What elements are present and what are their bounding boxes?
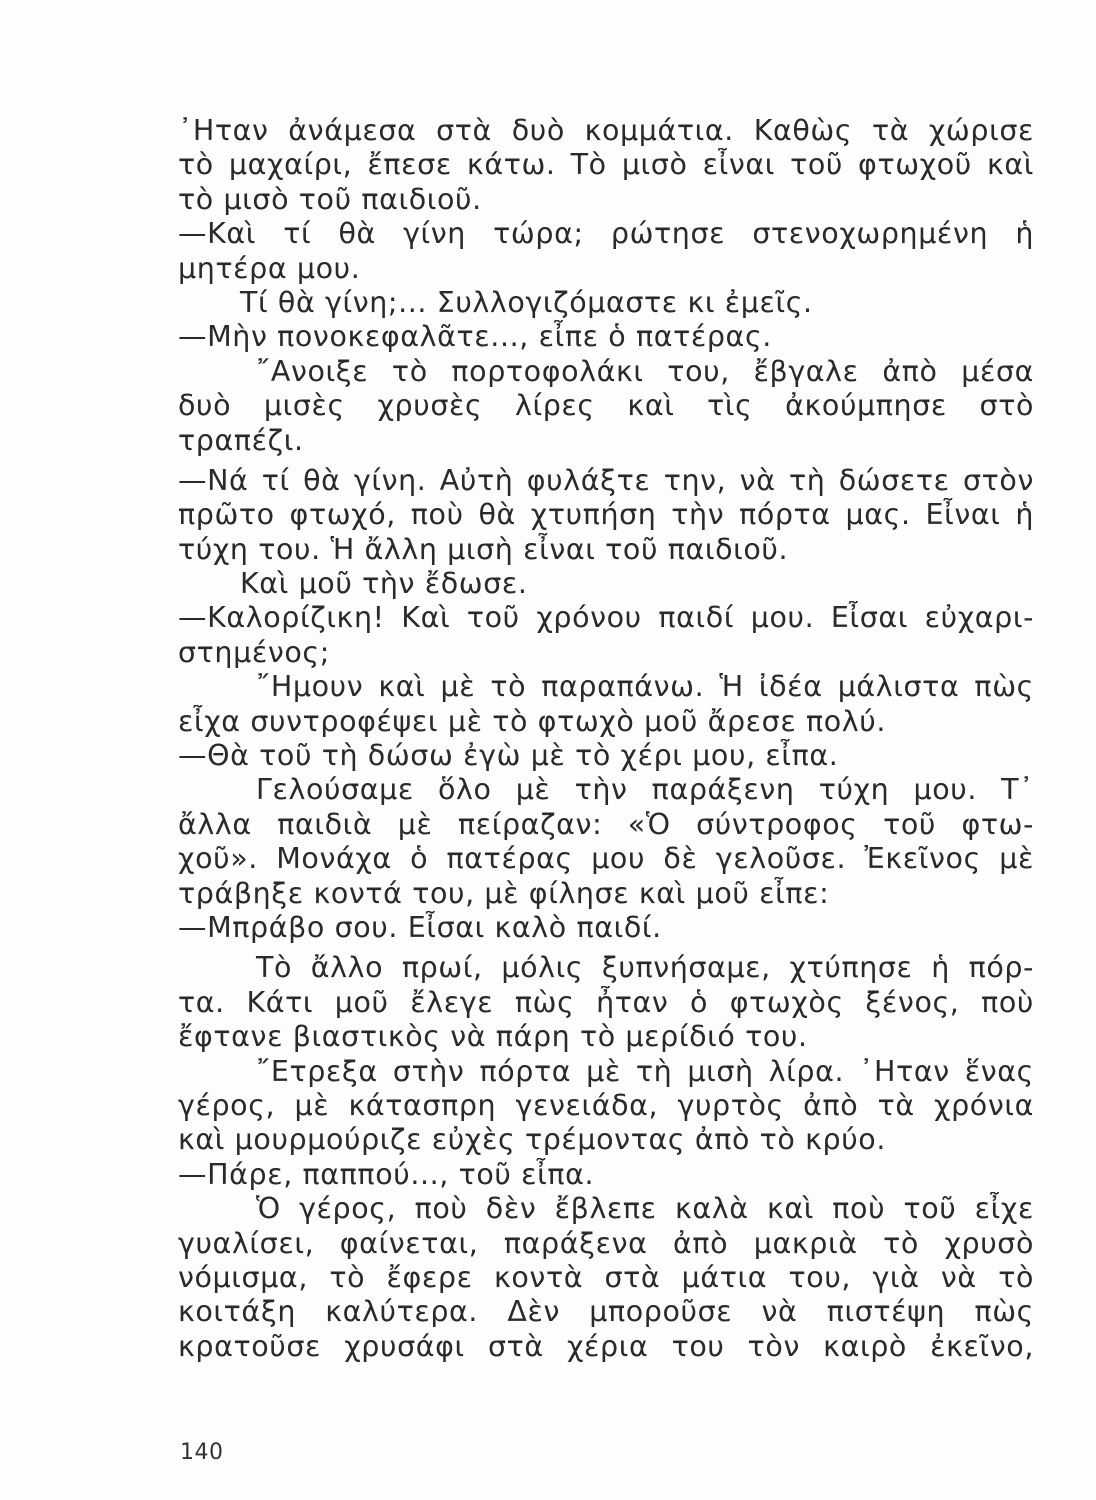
- body-text: [178, 114, 1034, 1364]
- text-line: χοῦ». Μονάχα ὁ πατέρας μου δὲ γελοῦσε. Ἐκεῖνος μὲ: [178, 842, 1034, 876]
- text-line: στημένος;: [178, 635, 330, 669]
- text-line: —Καὶ τί θὰ γίνη τώρα; ρώτησε στενοχωρημένη ἡ: [178, 217, 1034, 251]
- text-line: τα. Κάτι μοῦ ἔλεγε πὼς ἦταν ὁ φτωχὸς ξένος, ποὺ: [178, 985, 1034, 1019]
- text-line: τραπέζι.: [178, 423, 304, 457]
- text-line: ῎Ετρεξα στὴν πόρτα μὲ τὴ μισὴ λίρα. ᾿Ηταν ἕνας: [256, 1054, 1034, 1088]
- text-line: ᾿Ηταν ἀνάμεσα στὰ δυὸ κομμάτια. Καθὼς τὰ χώρισε: [178, 114, 1034, 147]
- text-line: καὶ μουρμούριζε εὐχὲς τρέμοντας ἀπὸ τὸ κρύο.: [178, 1123, 886, 1157]
- text-line: δυὸ μισὲς χρυσὲς λίρες καὶ τὶς ἀκούμπησε στὸ: [178, 389, 1034, 423]
- text-line: νόμισμα, τὸ ἔφερε κοντὰ στὰ μάτια του, γιὰ νὰ τὸ: [178, 1260, 1034, 1294]
- text-line: γέρος, μὲ κάτασπρη γενειάδα, γυρτὸς ἀπὸ τὰ χρόνια: [178, 1088, 1034, 1122]
- text-line: κρατοῦσε χρυσάφι στὰ χέρια του τὸν καιρὸ ἐκεῖνο,: [178, 1329, 1034, 1363]
- text-line: Τὸ ἄλλο πρωί, μόλις ξυπνήσαμε, χτύπησε ἡ πόρ-: [256, 951, 1034, 985]
- text-line: —Μὴν πονοκεφαλᾶτε..., εἶπε ὁ πατέρας.: [178, 320, 772, 354]
- text-line: ἔφτανε βιαστικὸς νὰ πάρη τὸ μερίδιό του.: [178, 1020, 808, 1054]
- text-line: —Θὰ τοῦ τὴ δώσω ἐγὼ μὲ τὸ χέρι μου, εἶπα.: [178, 739, 839, 773]
- text-line: τύχη του. Ἡ ἄλλη μισὴ εἶναι τοῦ παιδιοῦ.: [178, 532, 789, 566]
- text-line: ἄλλα παιδιὰ μὲ πείραζαν: «Ὁ σύντροφος τοῦ φτω-: [178, 807, 1034, 841]
- page-number: 140: [180, 1440, 224, 1465]
- text-line: Τί θὰ γίνη;... Συλλογιζόμαστε κι ἐμεῖς.: [240, 285, 813, 319]
- text-line: —Νά τί θὰ γίνη. Αὐτὴ φυλάξτε την, νὰ τὴ δώσετε στὸν: [178, 463, 1034, 497]
- text-line: ῎Ημουν καὶ μὲ τὸ παραπάνω. Ἡ ἰδέα μάλιστα πὼς: [256, 670, 1034, 704]
- text-line: —Πάρε, παππού..., τοῦ εἶπα.: [178, 1157, 595, 1191]
- text-line: μητέρα μου.: [178, 251, 361, 285]
- text-line: —Καλορίζικη! Καὶ τοῦ χρόνου παιδί μου. Εἶσαι εὐχαρι-: [178, 601, 1034, 635]
- text-line: ῎Ανοιξε τὸ πορτοφολάκι του, ἔβγαλε ἀπὸ μέσα: [256, 354, 1034, 388]
- text-line: Καὶ μοῦ τὴν ἔδωσε.: [240, 567, 528, 601]
- text-line: πρῶτο φτωχό, ποὺ θὰ χτυπήση τὴν πόρτα μας. Εἶναι ἡ: [178, 498, 1034, 532]
- text-line: εἶχα συντροφέψει μὲ τὸ φτωχὸ μοῦ ἄρεσε πολύ.: [178, 704, 887, 738]
- text-line: Ὁ γέρος, ποὺ δὲν ἔβλεπε καλὰ καὶ ποὺ τοῦ εἶχε: [256, 1192, 1034, 1226]
- text-line: Γελούσαμε ὅλο μὲ τὴν παράξενη τύχη μου. Τ᾿: [256, 773, 1034, 807]
- text-line: —Μπράβο σου. Εἶσαι καλὸ παιδί.: [178, 910, 662, 944]
- text-line: κοιτάξη καλύτερα. Δὲν μποροῦσε νὰ πιστέψη πὼς: [178, 1295, 1034, 1329]
- text-line: τράβηξε κοντά του, μὲ φίλησε καὶ μοῦ εἶπε:: [178, 876, 830, 910]
- text-line: τὸ μισὸ τοῦ παιδιοῦ.: [178, 182, 482, 216]
- text-line: γυαλίσει, φαίνεται, παράξενα ἀπὸ μακριὰ τὸ χρυσὸ: [178, 1226, 1034, 1260]
- text-line: τὸ μαχαίρι, ἔπεσε κάτω. Τὸ μισὸ εἶναι τοῦ φτωχοῦ καὶ: [178, 148, 1034, 182]
